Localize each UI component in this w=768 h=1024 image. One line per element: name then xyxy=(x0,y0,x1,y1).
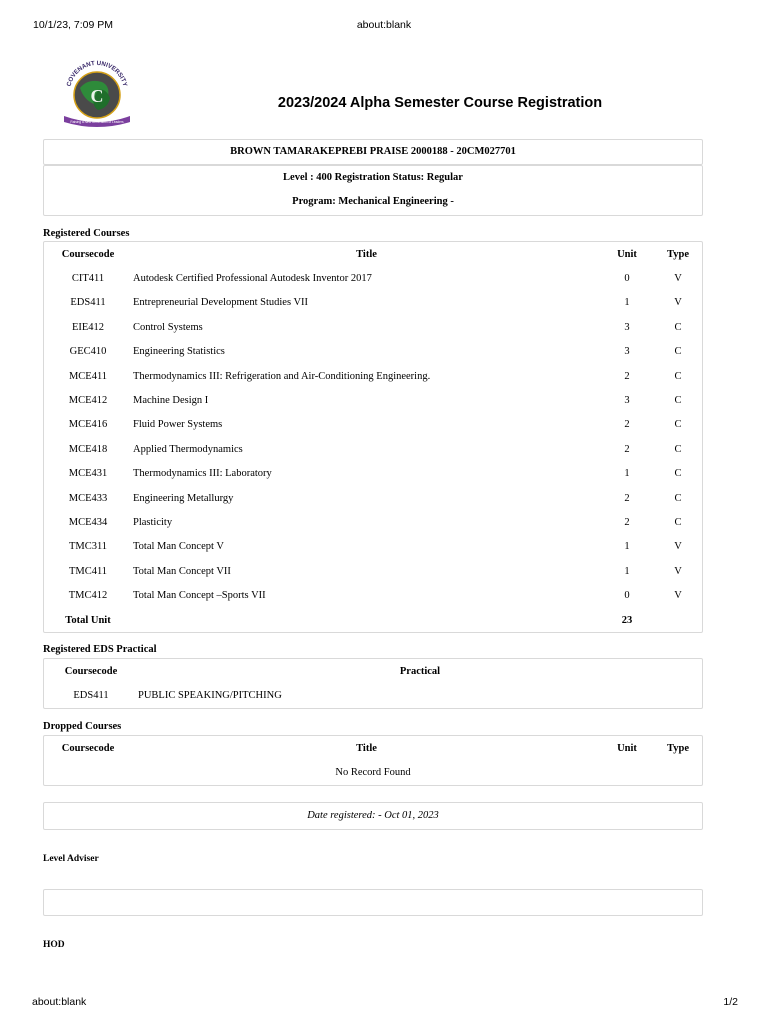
course-type: V xyxy=(674,565,682,577)
course-code: EDS411 xyxy=(70,297,106,309)
table-header-row xyxy=(44,659,702,683)
course-title: Total Man Concept –Sports VII xyxy=(133,590,266,602)
course-type: V xyxy=(674,297,682,309)
course-code: MCE412 xyxy=(68,395,108,407)
table-row xyxy=(44,437,702,461)
registered-courses-table xyxy=(44,242,702,632)
table-row xyxy=(44,583,702,607)
svg-text:C: C xyxy=(90,86,104,106)
course-unit: 2 xyxy=(624,492,630,504)
total-unit-value: 23 xyxy=(621,614,633,626)
eds-practical-label: Registered EDS Practical xyxy=(43,644,157,655)
table-row xyxy=(44,683,702,707)
header-coursecode: Coursecode xyxy=(61,248,115,260)
table-row xyxy=(44,388,702,412)
dropped-courses-label: Dropped Courses xyxy=(43,721,122,732)
no-record-text: No Record Found xyxy=(335,767,411,779)
header-type: Type xyxy=(667,742,689,754)
course-code: MCE433 xyxy=(68,492,108,504)
total-spacer-type xyxy=(654,608,702,632)
course-unit: 3 xyxy=(624,395,630,407)
course-unit: 0 xyxy=(624,273,630,285)
course-code: MCE418 xyxy=(68,443,108,455)
course-type: V xyxy=(674,273,682,285)
course-title: Fluid Power Systems xyxy=(133,419,223,431)
table-header-row xyxy=(44,242,702,266)
program-line: Program: Mechanical Engineering - xyxy=(292,196,454,207)
header-title: Title xyxy=(356,742,377,754)
course-unit: 2 xyxy=(624,516,630,528)
course-unit: 1 xyxy=(624,541,630,553)
date-registered-box xyxy=(43,802,703,830)
registered-courses-label: Registered Courses xyxy=(43,228,130,239)
course-unit: 0 xyxy=(624,590,630,602)
header-coursecode: Coursecode xyxy=(64,665,118,677)
course-code: MCE416 xyxy=(68,419,108,431)
course-unit: 1 xyxy=(624,297,630,309)
course-type: C xyxy=(674,516,682,528)
university-logo xyxy=(58,52,136,130)
course-title: Engineering Metallurgy xyxy=(133,492,234,504)
total-row xyxy=(44,608,702,632)
course-type: C xyxy=(674,395,682,407)
course-code: MCE431 xyxy=(68,468,108,480)
table-row xyxy=(44,315,702,339)
eds-practical-name: PUBLIC SPEAKING/PITCHING xyxy=(138,690,282,702)
dropped-courses-box xyxy=(43,735,703,786)
course-title: Total Man Concept V xyxy=(133,541,224,553)
table-row xyxy=(44,486,702,510)
course-title: Autodesk Certified Professional Autodesk Inventor 2017 xyxy=(133,273,372,285)
level-adviser-signature-box xyxy=(43,889,703,916)
course-type: C xyxy=(674,321,682,333)
course-type: V xyxy=(674,541,682,553)
course-type: C xyxy=(674,443,682,455)
page-title: 2023/2024 Alpha Semester Course Registration xyxy=(277,95,603,111)
print-page-number: 1/2 xyxy=(723,996,738,1008)
course-unit: 3 xyxy=(624,346,630,358)
course-title: Thermodynamics III: Refrigeration and Air-Conditioning Engineering. xyxy=(133,370,431,382)
header-type: Type xyxy=(667,248,689,260)
course-type: C xyxy=(674,468,682,480)
course-unit: 2 xyxy=(624,370,630,382)
table-row xyxy=(44,510,702,534)
eds-practical-table xyxy=(44,659,702,708)
course-unit: 3 xyxy=(624,321,630,333)
svg-text:Raising a New Generation of Le: Raising a New Generation of Leaders xyxy=(70,120,124,124)
course-title: Machine Design I xyxy=(133,395,209,407)
header-unit: Unit xyxy=(617,248,637,260)
dropped-courses-table xyxy=(44,736,702,785)
course-title: Total Man Concept VII xyxy=(133,565,231,577)
course-code: TMC411 xyxy=(68,565,108,577)
header-practical: Practical xyxy=(399,665,441,677)
total-spacer xyxy=(132,608,600,632)
table-row xyxy=(44,413,702,437)
course-unit: 2 xyxy=(624,419,630,431)
course-code: TMC412 xyxy=(68,590,108,602)
student-identity-box xyxy=(43,139,703,165)
table-row xyxy=(44,559,702,583)
course-title: Applied Thermodynamics xyxy=(133,443,243,455)
course-code: TMC311 xyxy=(68,541,108,553)
table-row xyxy=(44,291,702,315)
course-code: EIE412 xyxy=(71,321,105,333)
course-unit: 1 xyxy=(624,565,630,577)
course-code: CIT411 xyxy=(71,273,105,285)
registered-courses-box xyxy=(43,241,703,633)
course-code: MCE411 xyxy=(68,370,108,382)
course-title: Entrepreneurial Development Studies VII xyxy=(133,297,309,309)
empty-row xyxy=(44,760,702,784)
svg-text:COVENANT UNIVERSITY: COVENANT UNIVERSITY xyxy=(65,59,129,88)
level-status-line: Level : 400 Registration Status: Regular xyxy=(283,172,463,183)
print-url-title: about:blank xyxy=(356,19,412,31)
course-type: C xyxy=(674,370,682,382)
course-type: C xyxy=(674,346,682,358)
course-unit: 2 xyxy=(624,443,630,455)
course-code: MCE434 xyxy=(68,516,108,528)
eds-course-code: EDS411 xyxy=(73,690,109,702)
date-registered: Date registered: - Oct 01, 2023 xyxy=(307,810,439,821)
header-coursecode: Coursecode xyxy=(61,742,115,754)
course-title: Thermodynamics III: Laboratory xyxy=(133,468,272,480)
course-title: Control Systems xyxy=(133,321,203,333)
course-unit: 1 xyxy=(624,468,630,480)
hod-label: HOD xyxy=(43,940,65,950)
table-header-row xyxy=(44,736,702,760)
eds-practical-box xyxy=(43,658,703,709)
header-title: Title xyxy=(356,248,377,260)
course-title: Plasticity xyxy=(133,516,173,528)
header-unit: Unit xyxy=(617,742,637,754)
student-identity-line: BROWN TAMARAKEPREBI PRAISE 2000188 - 20CM027701 xyxy=(230,146,516,157)
table-row xyxy=(44,535,702,559)
table-row xyxy=(44,340,702,364)
course-code: GEC410 xyxy=(69,346,107,358)
level-adviser-label: Level Adviser xyxy=(43,854,99,864)
course-type: V xyxy=(674,590,682,602)
table-row xyxy=(44,266,702,290)
course-title: Engineering Statistics xyxy=(133,346,225,358)
print-timestamp: 10/1/23, 7:09 PM xyxy=(33,19,113,31)
table-row xyxy=(44,364,702,388)
course-type: C xyxy=(674,492,682,504)
student-program-box xyxy=(43,165,703,216)
print-footer-url: about:blank xyxy=(32,996,87,1008)
table-row xyxy=(44,462,702,486)
total-unit-label: Total Unit xyxy=(65,614,111,626)
course-type: C xyxy=(674,419,682,431)
